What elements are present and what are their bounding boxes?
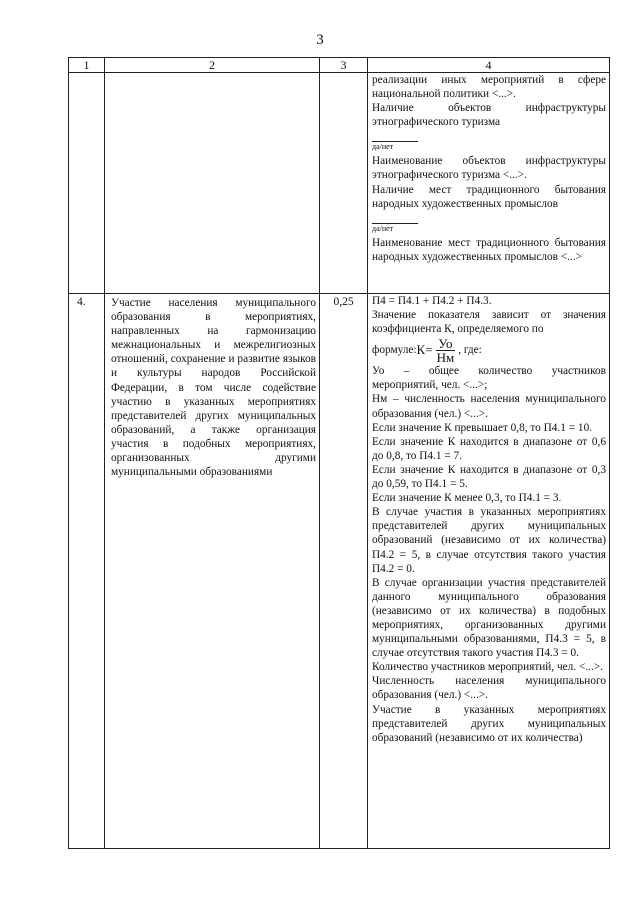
formula-denominator: Нм — [436, 349, 455, 365]
calculation-paragraph: Если значение К находится в диапазоне от 0,3 до 0,59, то П4.1 = 5. — [372, 463, 606, 491]
table-row-continued — [69, 73, 610, 294]
col-header-2: 2 — [105, 58, 320, 73]
continued-line: Наличие объектов инфраструктуры этнографического туризма — [372, 102, 606, 129]
indicator-weight: 0,25 — [320, 294, 368, 849]
answer-blank — [372, 211, 418, 224]
calculation-paragraph: Если значение К превышает 0,8, то П4.1 = 10. — [372, 421, 593, 434]
indicator-table — [68, 57, 610, 849]
cell-empty-3 — [320, 73, 368, 294]
continued-line: Наименование объектов инфраструктуры этнографического туризма <...>. — [372, 155, 606, 182]
calculation-paragraph: Количество участников мероприятий, чел. <...>. — [372, 661, 604, 674]
k-formula — [372, 336, 606, 364]
cell-empty-2 — [105, 73, 320, 294]
calculation-paragraph: Если значение К находится в диапазоне от 0,6 до 0,8, то П4.1 = 7. — [372, 435, 606, 462]
continued-line: Наименование мест традиционного бытования народных художественных промыслов <...> — [372, 236, 606, 263]
formula-prefix: формуле: — [372, 344, 417, 357]
calculation-paragraph: Численность населения муниципального образования (чел.) <...>. — [372, 675, 606, 702]
formula-numerator: Уо — [438, 335, 453, 351]
row-number: 4. — [69, 294, 105, 849]
page-number: 3 — [316, 32, 324, 48]
answer-blank — [372, 129, 418, 142]
formula-intro: Значение показателя зависит от значения коэффициента К, определяемого по — [372, 309, 606, 336]
cell-continued-text — [368, 73, 610, 294]
calculation-paragraph: Если значение К менее 0,3, то П4.1 = 3. — [372, 492, 562, 505]
cell-empty-1 — [69, 73, 105, 294]
calculation-paragraph: Уо – общее количество участников мероприятий, чел. <...>; — [372, 365, 606, 392]
calculation-paragraph: В случае организации участия представителей данного муниципального образования (независимо от их количества) в подобных мероприятиях, организованных другими муниципальными образованиями, П4.3 = 5, в случае отсутствия такого участия П4.3 = 0. — [372, 576, 606, 660]
indicator-calculation — [368, 294, 610, 849]
blank-caption: да/нет — [372, 223, 394, 233]
blank-caption: да/нет — [372, 142, 394, 152]
formula-fraction — [435, 337, 457, 364]
continued-line: реализации иных мероприятий в сфере национальной политики <...>. — [372, 74, 606, 101]
col-header-3: 3 — [320, 58, 368, 73]
calculation-paragraph: В случае участия в указанных мероприятиях представителей других муниципальных образований (независимо от их количества) П4.2 = 5, в случае отсутствия такого участия П4.2 = 0. — [372, 506, 606, 575]
formula-suffix: , где: — [458, 344, 482, 357]
calculation-paragraphs — [372, 364, 606, 745]
calculation-paragraph: Участие в указанных мероприятиях представителей других муниципальных образований (независимо от их количества) — [372, 703, 606, 744]
calculation-paragraph: Нм – численность населения муниципального образования (чел.) <...>. — [372, 393, 606, 420]
indicator-description: Участие населения муниципального образования в мероприятиях, направленных на гармонизацию межнациональных и межрелигиозных отношений, сохранение и развитие языков и культуры народов Российской Федерации, в том числе содействие участию в указанных мероприятиях представителей других муниципальных образований, а также организация участия в подобных мероприятиях, организованных другими муниципальными образованиями — [105, 294, 320, 849]
table-row-4 — [69, 294, 610, 849]
table-header-row — [69, 58, 610, 73]
main-formula: П4 = П4.1 + П4.2 + П4.3. — [372, 295, 492, 307]
continued-line: Наличие мест традиционного бытования народных художественных промыслов — [372, 183, 606, 210]
col-header-4: 4 — [368, 58, 610, 73]
formula-k: К= — [416, 342, 433, 358]
col-header-1: 1 — [69, 58, 105, 73]
